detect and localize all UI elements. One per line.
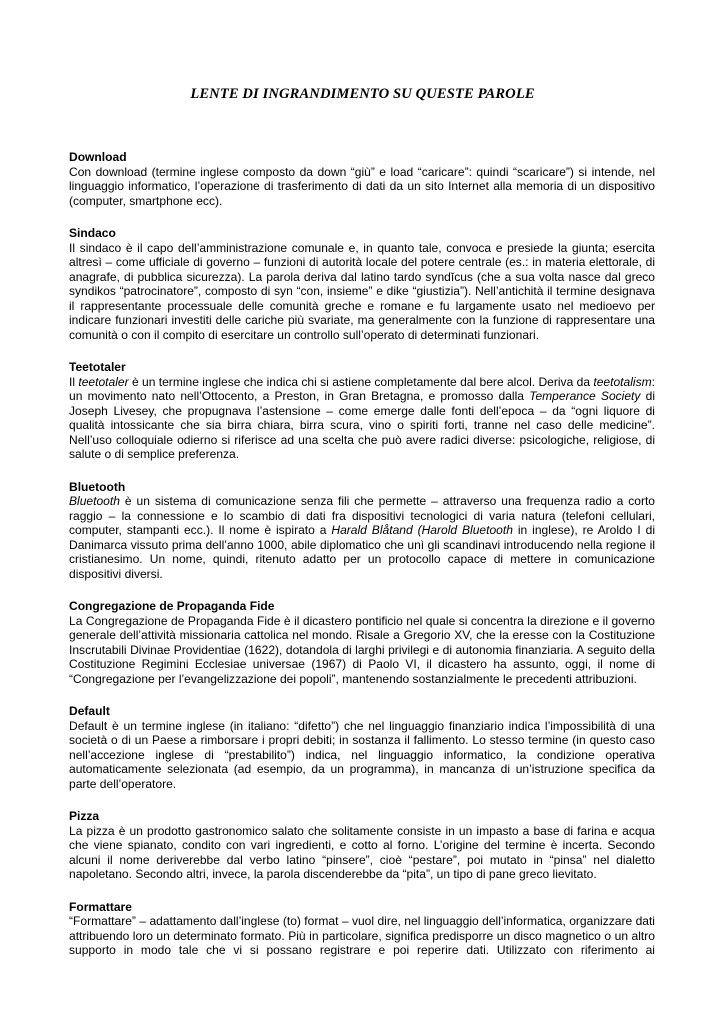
glossary-entry: [69, 809, 655, 882]
definition-text: di Joseph Livesey, che propugnava l’astensione – come emerge dalle fonti dell’epoca – da “ogni liquore di qualità intossicante che sia birra chiara, birra scura, vino o spiriti forti, tranne nel caso delle medicine”. Nell’uso colloquiale odierno si riferisce ad una scelta che può avere radici diverse: psicologiche, religiose, di salute o di semplice preferenza.: [69, 389, 655, 461]
definition-text: Il: [69, 374, 79, 389]
entry-definition: [69, 824, 655, 882]
definition-italic-text: teetotaler: [78, 374, 129, 389]
entry-heading: Bluetooth: [69, 479, 126, 494]
definition-text: è un termine inglese che indica chi si astiene completamente dal bere alcol. Deriva da: [128, 374, 594, 389]
definition-italic-text: Bluetooth: [69, 494, 120, 508]
glossary-body: [69, 150, 655, 976]
document-title: LENTE DI INGRANDIMENTO SU QUESTE PAROLE: [190, 86, 535, 102]
definition-italic-text: Temperance Society: [529, 389, 641, 403]
definition-text: Con download (termine inglese composto da down “giù” e load “caricare”: quindi “scaricare”) si intende, nel linguaggio informatico, l’operazione di trasferimento di dati da un sito Internet alla memoria di un dispositivo (computer, smartphone ecc).: [69, 164, 655, 208]
entry-definition: [69, 165, 655, 209]
definition-text: in inglese), re Aroldo I di Danimarca vissuto prima dell’anno 1000, abile diplomatico che unì gli scandinavi introducendo nella regione il cristianesimo. Un nome, quindi, ritenuto adatto per un protocollo capace di mettere in comunicazione dispositivi diversi.: [69, 523, 656, 581]
entry-definition: [69, 241, 655, 343]
entry-heading: Sindaco: [69, 226, 116, 240]
definition-italic-text: Harald Blåtand (Harold Bluetooth: [331, 523, 513, 537]
entry-heading: Default: [69, 704, 110, 718]
definition-text: La pizza è un prodotto gastronomico salato che solitamente consiste in un impasto a base di farina e acqua che viene spianato, condito con vari ingredienti, e cotto al forno. L’origine del termine è incerta. Secondo alcuni il nome deriverebbe dal verbo latino “pinsere”, cioè “pestare”, poi mutato in “pinsa” nel dialetto napoletano. Secondo altri, invece, la parola discenderebbe da “pita”, un tipo di pane greco lievitato.: [69, 823, 655, 881]
definition-text: La Congregazione de Propaganda Fide è il dicastero pontificio nel quale si concentra la direzione e il governo generale dell’attività missionaria cattolica nel mondo. Risale a Gregorio XV, che la eresse con la Costituzione Inscrutabili Divinae Providentiae (1622), dotandola di larghi privilegi e di autonomia finanziaria. A seguito della Costituzione Regimini Ecclesiae universae (1967) di Paolo VI, il dicastero ha assunto, oggi, il nome di “Congregazione per l’evangelizzazione dei popoli”, mantenendo sostanzialmente le precedenti attribuzioni.: [69, 613, 655, 686]
entry-definition: [69, 375, 655, 462]
entry-heading: Pizza: [69, 809, 100, 823]
definition-text: Default è un termine inglese (in italiano: “difetto”) che nel linguaggio finanziario indica l’impossibilità di una società o di un Paese a rimborsare i propri debiti; in sostanza il fallimento. Lo stesso termine (in questo caso nell’accezione inglese di “prestabilito”) indica, nel linguaggio informatico, la condizione operativa automaticamente selezionata (ad esempio, da un programma), in mancanza di un’istruzione specifica da parte dell’operatore.: [69, 718, 655, 791]
definition-italic-text: teetotalism: [593, 374, 652, 389]
entry-definition: [69, 614, 655, 687]
entry-heading: Teetotaler: [69, 360, 126, 374]
glossary-entry: [69, 150, 655, 208]
entry-heading: Formattare: [69, 899, 132, 914]
glossary-entry: [69, 480, 655, 582]
entry-definition: [69, 494, 655, 581]
definition-text: : un movimento nato nell’Ottocento, a Preston, in Gran Bretagna, e promosso dalla: [69, 374, 655, 403]
glossary-entry: [69, 704, 655, 791]
definition-text: è un sistema di comunicazione senza fili che permette – attraverso una frequenza radio a corto raggio – la connessione e lo scambio di dati fra dispositivi tecnologici di varia natura (telefoni cellulari, computer, stampanti ecc.). Il nome è ispirato a: [69, 494, 655, 537]
entry-heading: Download: [69, 150, 127, 164]
glossary-entry: [69, 360, 655, 462]
glossary-entry: [69, 900, 655, 958]
glossary-entry: [69, 599, 655, 686]
entry-definition: [69, 719, 655, 792]
entry-heading: Congregazione de Propaganda Fide: [69, 599, 275, 613]
definition-text: “Formattare” – adattamento dall’inglese (to) format – vuol dire, nel linguaggio dell’informatica, organizzare dati attribuendo loro un determinato formato. Più in particolare, significa predisporre un disco magnetico o un altro supporto in modo tale che vi si possano registrare e poi reperire dati. Utilizzato con riferimento ai: [69, 914, 655, 957]
definition-text: Il sindaco è il capo dell’amministrazione comunale e, in quanto tale, convoca e presiede la giunta; esercita altresì – come ufficiale di governo – funzioni di autorità locale del potere centrale (es.: in materia elettorale, di anagrafe, di pubblica sicurezza). La parola deriva dal latino tardo syndĭcus (che a sua volta nasce dal greco syndikos “patrocinatore”, composto di syn “con, insieme” e dike “giustizia”). Nell’antichità il termine designava il rappresentante processuale delle comunità greche e romane e fu largamente usato nel medioevo per indicare funzionari investiti delle cariche più svariate, ma generalmente con la funzione di rappresentare una comunità o con il compito di esercitare un controllo sull’operato di determinati funzionari.: [69, 240, 655, 342]
entry-definition: [69, 914, 655, 958]
glossary-entry: [69, 226, 655, 342]
